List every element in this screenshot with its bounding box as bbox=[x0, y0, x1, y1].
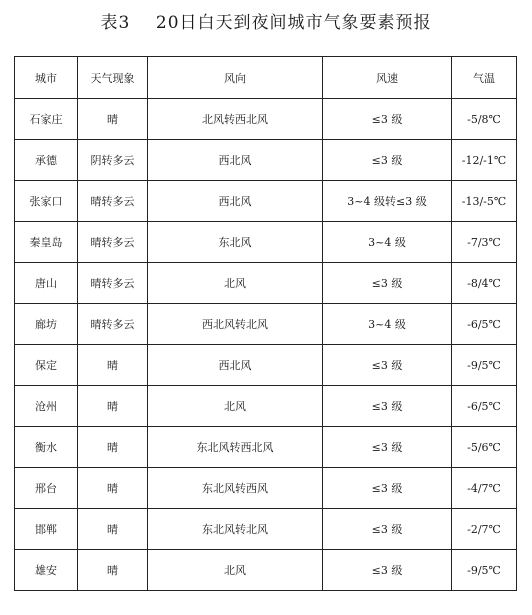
table-row bbox=[15, 386, 517, 427]
cell-wind-direction: 东北风转北风 bbox=[148, 509, 323, 550]
cell-weather: 晴 bbox=[78, 345, 148, 386]
cell-wind-speed: ≤3 级 bbox=[323, 468, 452, 509]
table-row bbox=[15, 509, 517, 550]
cell-weather: 晴转多云 bbox=[78, 181, 148, 222]
cell-wind-speed: ≤3 级 bbox=[323, 345, 452, 386]
cell-weather: 晴 bbox=[78, 509, 148, 550]
header-row bbox=[15, 57, 517, 99]
cell-wind-speed: ≤3 级 bbox=[323, 550, 452, 591]
cell-weather: 晴 bbox=[78, 427, 148, 468]
header-temperature: 气温 bbox=[452, 57, 517, 99]
cell-wind-speed: ≤3 级 bbox=[323, 263, 452, 304]
cell-wind-direction: 西北风 bbox=[148, 181, 323, 222]
cell-temperature: -2/7℃ bbox=[452, 509, 517, 550]
cell-city: 承德 bbox=[15, 140, 78, 181]
cell-weather: 晴转多云 bbox=[78, 304, 148, 345]
header-wind-speed: 风速 bbox=[323, 57, 452, 99]
cell-temperature: -7/3℃ bbox=[452, 222, 517, 263]
cell-wind-direction: 东北风 bbox=[148, 222, 323, 263]
cell-temperature: -4/7℃ bbox=[452, 468, 517, 509]
cell-weather: 晴 bbox=[78, 468, 148, 509]
cell-city: 唐山 bbox=[15, 263, 78, 304]
cell-temperature: -13/-5℃ bbox=[452, 181, 517, 222]
cell-weather: 晴转多云 bbox=[78, 263, 148, 304]
cell-wind-speed: ≤3 级 bbox=[323, 427, 452, 468]
table-row bbox=[15, 140, 517, 181]
cell-city: 秦皇岛 bbox=[15, 222, 78, 263]
cell-temperature: -9/5℃ bbox=[452, 550, 517, 591]
cell-wind-direction: 东北风转西北风 bbox=[148, 427, 323, 468]
table-row bbox=[15, 304, 517, 345]
forecast-table bbox=[14, 56, 517, 591]
cell-city: 雄安 bbox=[15, 550, 78, 591]
cell-city: 邯郸 bbox=[15, 509, 78, 550]
cell-wind-speed: ≤3 级 bbox=[323, 509, 452, 550]
cell-city: 衡水 bbox=[15, 427, 78, 468]
table-row bbox=[15, 181, 517, 222]
table-row bbox=[15, 345, 517, 386]
header-wind-direction: 风向 bbox=[148, 57, 323, 99]
cell-temperature: -12/-1℃ bbox=[452, 140, 517, 181]
header-city: 城市 bbox=[15, 57, 78, 99]
cell-city: 保定 bbox=[15, 345, 78, 386]
cell-wind-direction: 西北风 bbox=[148, 345, 323, 386]
cell-temperature: -8/4℃ bbox=[452, 263, 517, 304]
cell-city: 邢台 bbox=[15, 468, 78, 509]
cell-wind-direction: 北风转西北风 bbox=[148, 99, 323, 140]
cell-wind-direction: 东北风转西风 bbox=[148, 468, 323, 509]
table-row bbox=[15, 550, 517, 591]
cell-wind-speed: 3~4 级 bbox=[323, 222, 452, 263]
cell-temperature: -5/6℃ bbox=[452, 427, 517, 468]
cell-city: 廊坊 bbox=[15, 304, 78, 345]
table-title: 表3 20日白天到夜间城市气象要素预报 bbox=[100, 13, 432, 33]
cell-weather: 晴 bbox=[78, 99, 148, 140]
cell-wind-direction: 西北风 bbox=[148, 140, 323, 181]
table-row bbox=[15, 468, 517, 509]
cell-temperature: -5/8℃ bbox=[452, 99, 517, 140]
cell-wind-speed: ≤3 级 bbox=[323, 99, 452, 140]
cell-weather: 晴转多云 bbox=[78, 222, 148, 263]
cell-wind-direction: 北风 bbox=[148, 386, 323, 427]
cell-temperature: -6/5℃ bbox=[452, 304, 517, 345]
cell-wind-speed: ≤3 级 bbox=[323, 140, 452, 181]
cell-weather: 晴 bbox=[78, 386, 148, 427]
cell-weather: 阴转多云 bbox=[78, 140, 148, 181]
table-row bbox=[15, 99, 517, 140]
cell-wind-direction: 北风 bbox=[148, 263, 323, 304]
cell-weather: 晴 bbox=[78, 550, 148, 591]
cell-wind-direction: 西北风转北风 bbox=[148, 304, 323, 345]
header-weather: 天气现象 bbox=[78, 57, 148, 99]
cell-city: 石家庄 bbox=[15, 99, 78, 140]
cell-wind-speed: 3~4 级转≤3 级 bbox=[323, 181, 452, 222]
cell-wind-speed: ≤3 级 bbox=[323, 386, 452, 427]
cell-temperature: -9/5℃ bbox=[452, 345, 517, 386]
cell-city: 张家口 bbox=[15, 181, 78, 222]
table-row bbox=[15, 427, 517, 468]
cell-city: 沧州 bbox=[15, 386, 78, 427]
cell-wind-direction: 北风 bbox=[148, 550, 323, 591]
cell-wind-speed: 3~4 级 bbox=[323, 304, 452, 345]
cell-temperature: -6/5℃ bbox=[452, 386, 517, 427]
table-row bbox=[15, 222, 517, 263]
table-row bbox=[15, 263, 517, 304]
